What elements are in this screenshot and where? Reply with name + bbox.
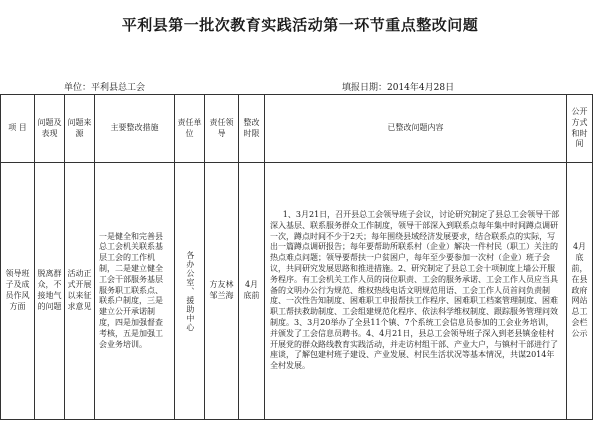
reporting-unit: 单位：平利县总工会 bbox=[64, 83, 146, 93]
table-row bbox=[1, 163, 593, 420]
cell-responsible-leader: 方友林邹兰海 bbox=[205, 163, 239, 420]
header-responsible-leader: 责任领导 bbox=[205, 95, 239, 163]
responsible-unit-text: 各办公室、援助中心 bbox=[185, 250, 195, 332]
table-header-row bbox=[1, 95, 593, 163]
document-title: 平利县第一批次教育实践活动第一环节重点整改问题 bbox=[121, 16, 479, 34]
header-problem: 问题及表现 bbox=[35, 95, 65, 163]
report-date: 填报日期：2014年4月28日 bbox=[342, 83, 455, 93]
cell-item: 领导班子及成员作风方面 bbox=[1, 163, 35, 420]
cell-responsible-unit bbox=[175, 163, 205, 420]
cell-progress: 1、3月21日，召开县总工会领导班子会议，讨论研究制定了县总工会领导干部深入基层、联系服务群众工作制度，领导干部深入到联系点每年集中时间蹲点调研一次，蹲点时间不少于2天；每年围绕县域经济发展要求，结合联系点的实际，写出一篇蹲点调研报告；每年要帮助所联系村（企业）解决一件村民（职工）关注的热点难点问题；领导要帮扶一户贫困户，每年至少要参加一次村（企业）班子会议，共同研究发展思路和推进措施。2、研究制定了县总工会十项制度上墙公开服务程序。有工会机关工作人员的岗位职责、工会的服务承诺、工会工作人员应当具备的文明办公行为规范、维权热线电话文明规范用语、工会工作人员首问负责制度、一次性告知制度、困难职工申报帮扶工作程序、困难职工档案管理制度、困难职工帮扶救助制度、工会组建规范化程序、依法科学维权制度、跟踪服务管理问效制度。3、3月20举办了全县11个镇、7个系统工会信息员参加的工会业务培训，并颁发了工会信息员聘书。4、4月21日，县总工会领导班子深入到老县镇金桂村开展党的群众路线教育实践活动，并走访村组干部、产业大户，与镇村干部进行了座谈，了解包建村班子建设、产业发展、村民生活状况等基本情况，共谋2014年全村发展。 bbox=[265, 163, 567, 420]
header-deadline: 整改时限 bbox=[239, 95, 265, 163]
cell-deadline: 4月底前 bbox=[239, 163, 265, 420]
cell-disclosure: 4月底前，在县政府网站总工会栏公示 bbox=[567, 163, 593, 420]
header-responsible-unit: 责任单位 bbox=[175, 95, 205, 163]
header-disclosure: 公开方式和时间 bbox=[567, 95, 593, 163]
header-source: 问题来源 bbox=[65, 95, 95, 163]
header-measures: 主要整改措施 bbox=[95, 95, 175, 163]
header-item: 项 目 bbox=[1, 95, 35, 163]
rectification-table bbox=[0, 94, 593, 420]
cell-measures: 一是健全和完善县总工会机关联系基层工会的工作机制，二是建立健全工会干部服务基层服务职工联系点、联系户制度，三是建立公开承诺制度，四是加强督查考核，五是加强工会业务培训。 bbox=[95, 163, 175, 420]
header-progress: 已整改问题内容 bbox=[265, 95, 567, 163]
cell-problem: 脱离群众，不接地气的问题 bbox=[35, 163, 65, 420]
cell-source: 活动正式开展以来征求意见 bbox=[65, 163, 95, 420]
